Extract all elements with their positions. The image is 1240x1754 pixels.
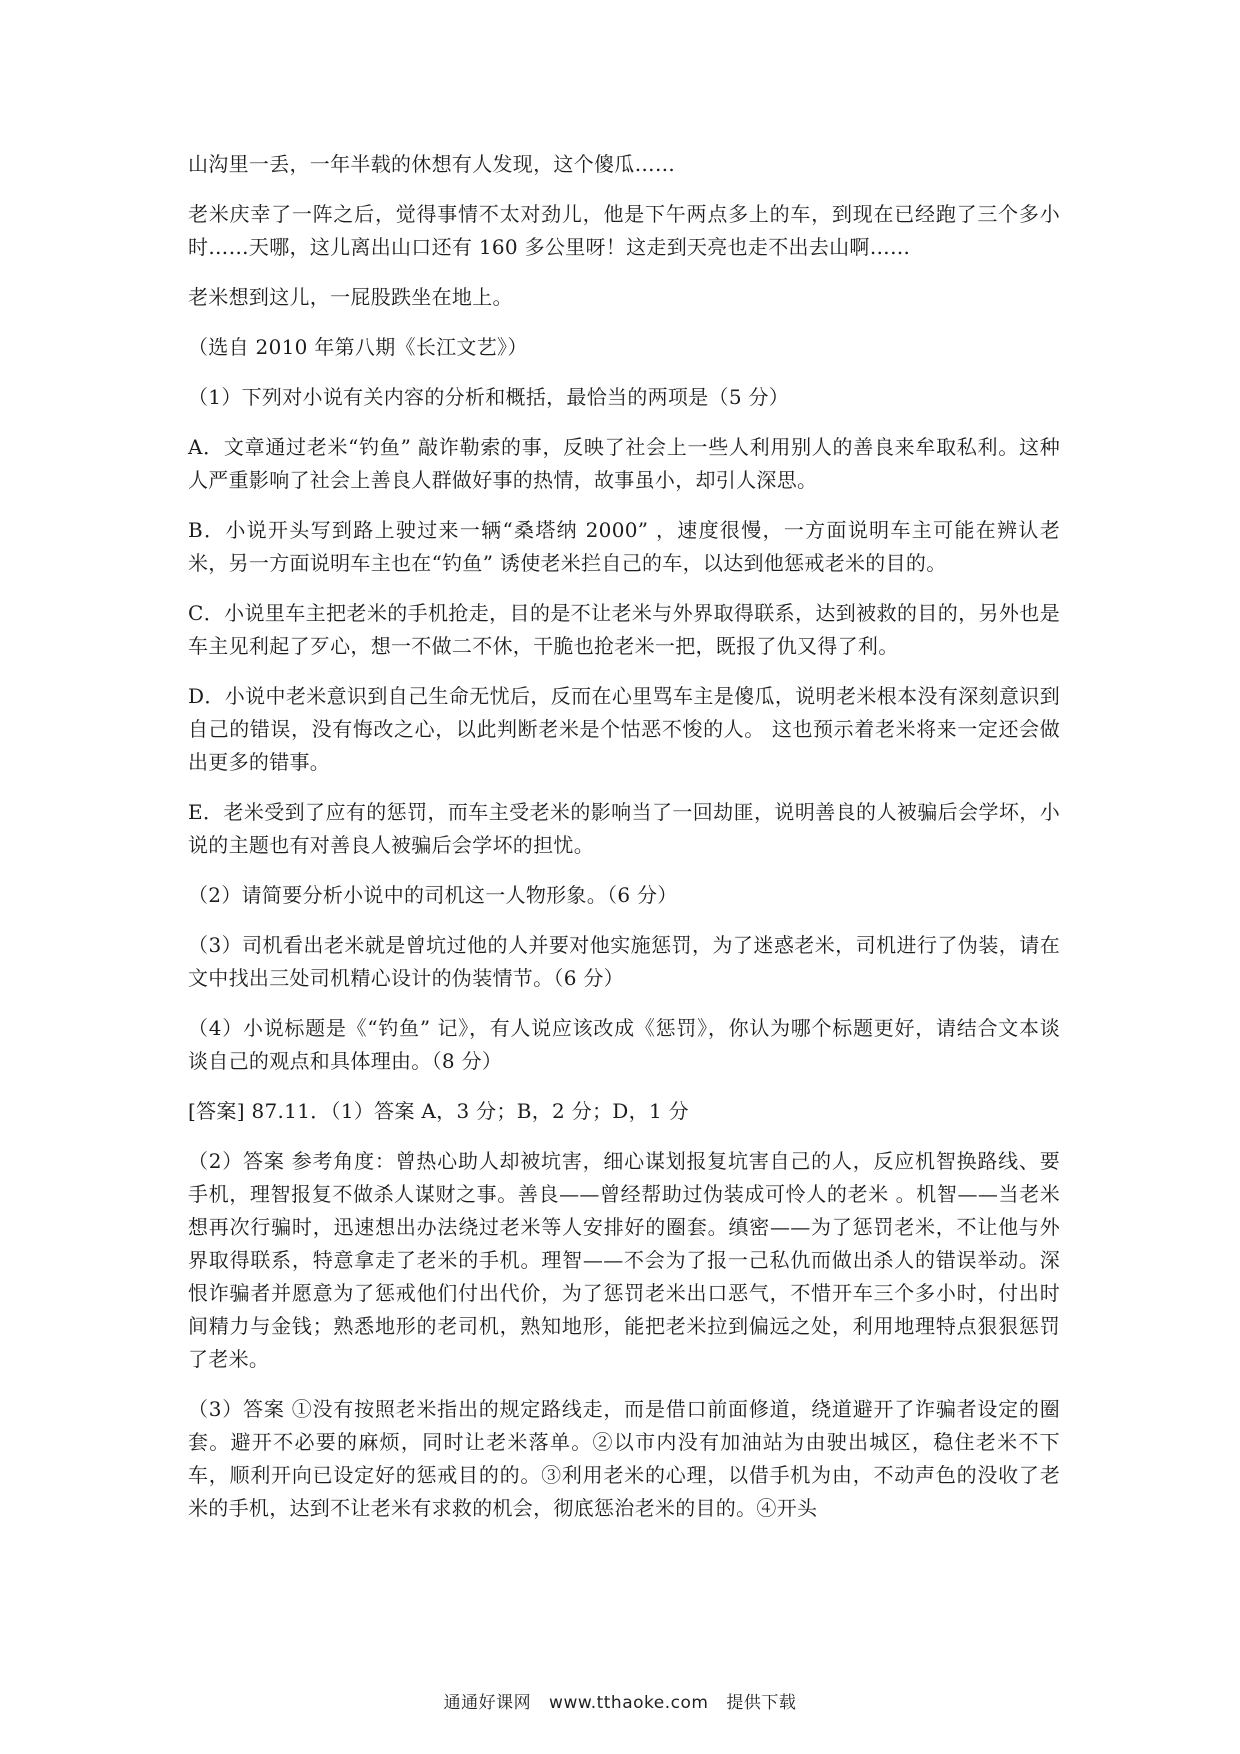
question-4: （4）小说标题是《“钓鱼” 记》，有人说应该改成《惩罚》，你认为哪个标题更好，请结合文本谈谈自己的观点和具体理由。（8 分） bbox=[188, 1016, 1060, 1073]
option-e: E．老米受到了应有的惩罚，而车主受老米的影响当了一回劫匪，说明善良的人被骗后会学坏，小说的主题也有对善良人被骗后会学坏的担忧。 bbox=[188, 800, 1060, 857]
answer-2: （2）答案 参考角度：曾热心助人却被坑害，细心谋划报复坑害自己的人，反应机智换路线、要手机，理智报复不做杀人谋财之事。善良——曾经帮助过伪装成可怜人的老米 。机智——当老米想再次行骗时，迅速想出办法绕过老米等人安排好的圈套。缜密——为了惩罚老米，不让他与外界取得联系，特意拿走了老米的手机。理智——不会为了报一己私仇而做出杀人的错误举动。深恨诈骗者并愿意为了惩戒他们付出代价，为了惩罚老米出口恶气，不惜开车三个多小时，付出时间精力与金钱；熟悉地形的老司机，熟知地形，能把老米拉到偏远之处，利用地理特点狠狠惩罚了老米。 bbox=[188, 1149, 1060, 1371]
option-c: C．小说里车主把老米的手机抢走，目的是不让老米与外界取得联系，达到被救的目的，另外也是车主见利起了歹心，想一不做二不休，干脆也抢老米一把，既报了仇又得了利。 bbox=[188, 601, 1060, 658]
source-citation: （选自 2010 年第八期《长江文艺》） bbox=[188, 335, 528, 359]
paragraph-3: 老米想到这儿，一屁股跌坐在地上。 bbox=[188, 285, 513, 309]
paragraph-2: 老米庆幸了一阵之后，觉得事情不太对劲儿，他是下午两点多上的车，到现在已经跑了三个多小时……天哪，这儿离出山口还有 160 多公里呀！这走到天亮也走不出去山啊…… bbox=[188, 202, 1060, 259]
option-b: B．小说开头写到路上驶过来一辆“桑塔纳 2000” ，速度很慢，一方面说明车主可能在辨认老米，另一方面说明车主也在“钓鱼” 诱使老米拦自己的车，以达到他惩戒老米的目的。 bbox=[188, 518, 1060, 575]
question-3: （3）司机看出老米就是曾坑过他的人并要对他实施惩罚，为了迷惑老米，司机进行了伪装，请在文中找出三处司机精心设计的伪装情节。（6 分） bbox=[188, 933, 1060, 990]
question-2: （2）请简要分析小说中的司机这一人物形象。（6 分） bbox=[188, 883, 678, 907]
question-1: （1）下列对小说有关内容的分析和概括，最恰当的两项是（5 分） bbox=[188, 385, 790, 409]
option-d: D．小说中老米意识到自己生命无忧后，反而在心里骂车主是傻瓜，说明老米根本没有深刻意识到自己的错误，没有悔改之心，以此判断老米是个怙恶不悛的人。 这也预示着老米将来一定还会做出更多的错事。 bbox=[188, 684, 1060, 774]
page-footer bbox=[0, 1688, 1240, 1713]
answer-3: （3）答案 ①没有按照老米指出的规定路线走，而是借口前面修道，绕道避开了诈骗者设定的圈套。避开不必要的麻烦，同时让老米落单。②以市内没有加油站为由驶出城区，稳住老米不下车，顺利开向已设定好的惩戒目的的。③利用老米的心理，以借手机为由，不动声色的没收了老米的手机，达到不让老米有求救的机会，彻底惩治老米的目的。④开头 bbox=[188, 1397, 1060, 1520]
footer-url-link[interactable]: www.tthaoke.com bbox=[549, 1693, 709, 1713]
answer-1: [答案] 87.11．（1）答案 A，3 分；B，2 分；D，1 分 bbox=[188, 1099, 689, 1123]
footer-site-name: 通通好课网 bbox=[443, 1693, 532, 1713]
document-body bbox=[188, 148, 1060, 1542]
footer-note: 提供下载 bbox=[726, 1693, 797, 1713]
option-a: A．文章通过老米“钓鱼” 敲诈勒索的事，反映了社会上一些人利用别人的善良来牟取私利。这种人严重影响了社会上善良人群做好事的热情，故事虽小，却引人深思。 bbox=[188, 435, 1060, 492]
paragraph-1: 山沟里一丢，一年半载的休想有人发现，这个傻瓜…… bbox=[188, 152, 676, 176]
